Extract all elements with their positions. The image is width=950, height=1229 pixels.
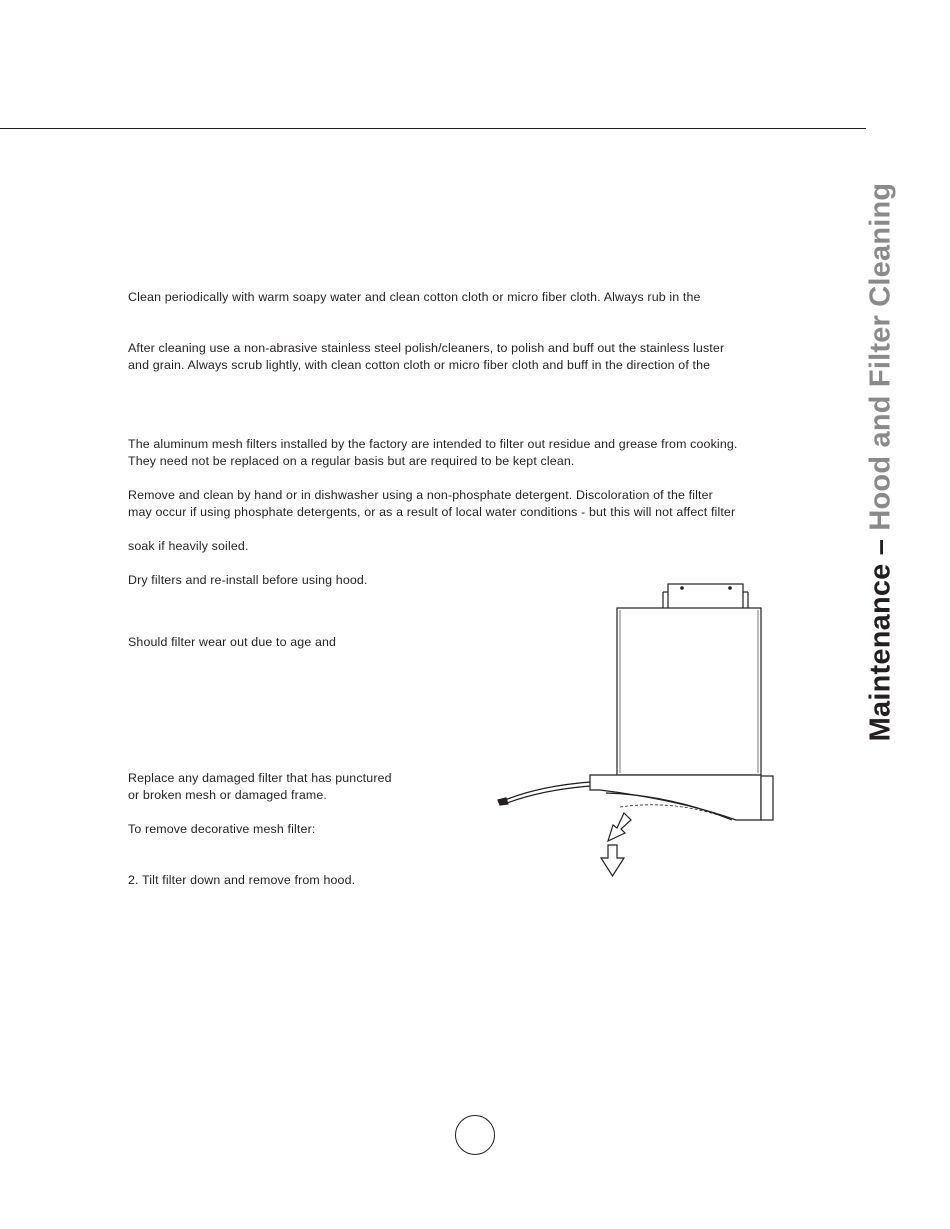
paragraph-to-remove: To remove decorative mesh filter: (128, 822, 316, 836)
range-hood-filter-removal-icon (490, 575, 790, 885)
header-rule (0, 128, 866, 129)
paragraph-after-cleaning-line1: After cleaning use a non-abrasive stainless steel polish/cleaners, to polish and buff out the stainless luster (128, 341, 725, 355)
paragraph-aluminum-filters-line1: The aluminum mesh filters installed by the factory are intended to filter out residue and grease from cooking. (128, 437, 738, 451)
section-side-title (865, 183, 898, 742)
paragraph-replace-line1: Replace any damaged filter that has punctured (128, 771, 392, 785)
paragraph-aluminum-filters-line2: They need not be replaced on a regular basis but are required to be kept clean. (128, 454, 575, 468)
paragraph-dry-filters: Dry filters and re-install before using hood. (128, 573, 368, 587)
side-title-maintenance: Maintenance – (864, 530, 897, 742)
side-title-hood-filter: Hood and Filter Cleaning (864, 182, 897, 531)
paragraph-after-cleaning-line2: and grain. Always scrub lightly, with clean cotton cloth or micro fiber cloth and buff in the direction of the (128, 358, 711, 372)
paragraph-remove-clean-line1: Remove and clean by hand or in dishwasher using a non-phosphate detergent. Discoloration of the filter (128, 488, 713, 502)
paragraph-tilt-filter: 2. Tilt filter down and remove from hood. (128, 873, 356, 887)
paragraph-soak: soak if heavily soiled. (128, 539, 249, 553)
paragraph-replace-line2: or broken mesh or damaged frame. (128, 788, 328, 802)
paragraph-remove-clean-line2: may occur if using phosphate detergents, or as a result of local water conditions - but this will not affect filter (128, 505, 736, 519)
paragraph-clean-periodically: Clean periodically with warm soapy water and clean cotton cloth or micro fiber cloth. Always rub in the (128, 290, 701, 304)
page-number-badge (455, 1115, 495, 1155)
paragraph-wear-out: Should filter wear out due to age and (128, 635, 337, 649)
